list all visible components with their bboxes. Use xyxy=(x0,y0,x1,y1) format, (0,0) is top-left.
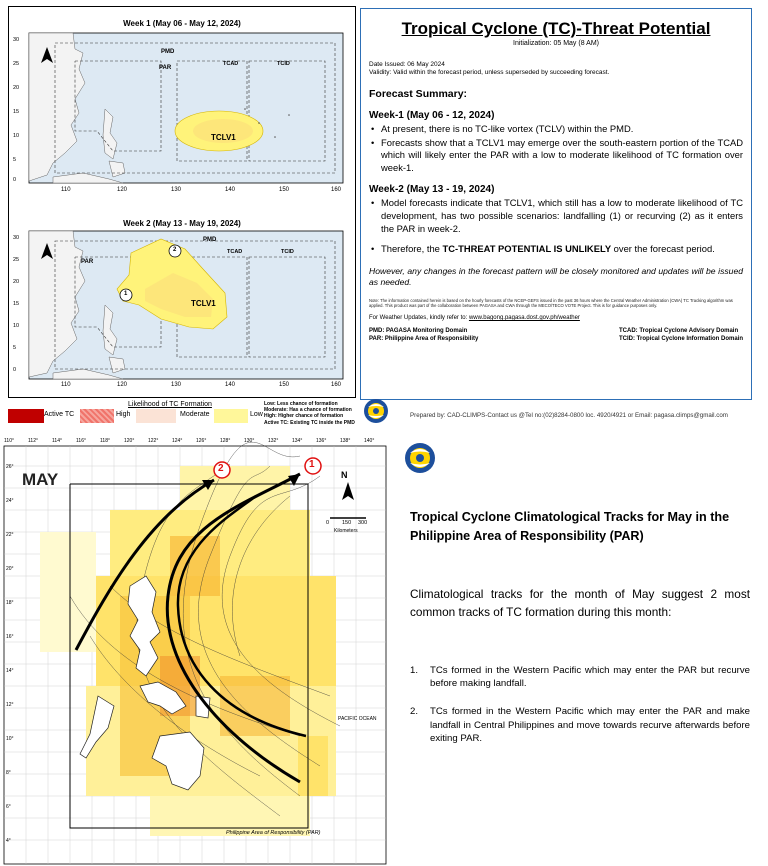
week2-x-tick: 160 xyxy=(331,382,342,388)
clim-y-tick: 22° xyxy=(6,532,14,538)
week2-x-tick: 120 xyxy=(117,382,128,388)
clim-x-tick: 128° xyxy=(220,438,231,444)
forecast-summary-heading: Forecast Summary: xyxy=(369,88,468,100)
therefore-bold: TC-THREAT POTENTIAL IS UNLIKELY xyxy=(442,243,612,255)
weather-link[interactable]: www.bagong.pagasa.dost.gov.ph/weather xyxy=(468,314,580,321)
clim-intro: Climatological tracks for the month of May suggest 2 most common tracks of TC formation during this month: xyxy=(410,587,750,619)
clim-title: Tropical Cyclone Climatological Tracks for May in the Philippine Area of Responsibility (PAR) xyxy=(410,510,730,543)
pagasa-logo xyxy=(362,398,390,424)
clim-par-label: Philippine Area of Responsibility (PAR) xyxy=(226,830,321,836)
clim-north-label: N xyxy=(341,470,348,480)
clim-x-axis-top xyxy=(4,438,386,446)
prepared-by: Prepared by: CAD-CLIMPS-Contact us @Tel no:(02)8284-0800 loc. 4920/4921 or Email: pagasa.climps@gmail.com xyxy=(410,412,728,419)
week1-bullet: • Forecasts show that a TCLV1 may emerge over the south-eastern portion of the TCAD which will likely enter the PAR with a low to moderate likelihood of TC formation over week-1. xyxy=(369,137,743,175)
week1-x-tick: 130 xyxy=(171,187,182,193)
week2-y-tick: 15 xyxy=(13,301,20,307)
week1-y-tick: 15 xyxy=(13,109,20,115)
clim-x-tick: 120° xyxy=(124,438,135,444)
week1-tcid-label: TCID xyxy=(277,61,290,67)
legend-desc-high: High: Higher chance of formation xyxy=(264,413,344,420)
week2-y-tick: 25 xyxy=(13,257,20,263)
clim-x-tick: 126° xyxy=(196,438,207,444)
week2-y-tick: 30 xyxy=(13,235,20,241)
clim-x-tick: 116° xyxy=(76,438,86,444)
week2-x-axis xyxy=(13,382,351,392)
week1-y-tick: 10 xyxy=(13,133,20,139)
week2-y-tick: 20 xyxy=(13,279,20,285)
climatological-map-graphic xyxy=(0,436,392,866)
week1-y-axis xyxy=(13,37,27,187)
clim-track-list xyxy=(410,664,750,760)
validity: Validity: Valid within the forecast period, unless superseded by succeeding forecast. xyxy=(369,69,610,76)
week2-x-tick: 150 xyxy=(279,382,290,388)
week2-map-title: Week 2 (May 13 - May 19, 2024) xyxy=(123,219,241,228)
legend-low-label: Low xyxy=(250,411,263,418)
climatological-map xyxy=(0,436,392,866)
week1-map xyxy=(13,13,351,201)
legend-desc-low: Low: Less chance of formation xyxy=(264,401,338,407)
clim-x-tick: 132° xyxy=(268,438,279,444)
week2-scenario-1-label: 1 xyxy=(124,291,128,297)
legend-high-label: High xyxy=(116,411,131,418)
clim-y-tick: 8° xyxy=(6,770,11,776)
legend-title: Likelihood of TC Formation xyxy=(128,401,212,408)
clim-y-tick: 20° xyxy=(6,566,14,572)
therefore-pre: Therefore, the xyxy=(381,243,443,255)
week1-tclv1-label: TCLV1 xyxy=(211,133,236,142)
clim-x-tick: 140° xyxy=(364,438,375,444)
week2-list xyxy=(369,197,743,235)
week1-par-label: PAR xyxy=(159,65,172,71)
therefore-post: over the forecast period. xyxy=(611,243,715,255)
date-issued: Date Issued: 06 May 2024 xyxy=(369,61,445,68)
clim-scale-0: 0 xyxy=(326,520,330,526)
legend-moderate-label: Moderate xyxy=(180,411,210,418)
clim-x-tick: 110° xyxy=(4,438,14,444)
clim-ocean-label: PACIFIC OCEAN xyxy=(338,716,377,722)
tc-initialization: Initialization: 05 May (8 AM) xyxy=(513,40,599,47)
clim-y-tick: 4° xyxy=(6,838,11,844)
week1-x-tick: 160 xyxy=(331,187,342,193)
clim-item-text: TCs formed in the Western Pacific which may enter the PAR and make landfall in Central Philippines and move towards recurve afterwards before exiting PAR. xyxy=(430,706,750,744)
week2-y-tick: 10 xyxy=(13,323,20,329)
week1-tcad-label: TCAD xyxy=(223,61,239,67)
clim-x-tick: 130° xyxy=(244,438,255,444)
pagasa-logo-large xyxy=(403,442,437,474)
forecast-maps-panel xyxy=(8,6,356,398)
domain-definitions xyxy=(369,327,743,343)
however-note: However, any changes in the forecast pattern will be closely monitored and updates will be issued as needed. xyxy=(369,265,743,287)
legend-high-swatch xyxy=(80,409,114,423)
week2-tclv1-label: TCLV1 xyxy=(191,299,216,308)
clim-track-1-label: 1 xyxy=(309,459,315,470)
week2-heading: Week-2 (May 13 - 19, 2024) xyxy=(369,184,495,196)
clim-month-label: MAY xyxy=(22,470,59,489)
clim-scale-unit: Kilometers xyxy=(334,528,358,534)
clim-x-tick: 118° xyxy=(100,438,110,444)
clim-track-2-label: 2 xyxy=(218,463,224,474)
week2-par-label: PAR xyxy=(81,259,94,265)
legend-low-swatch xyxy=(214,409,248,423)
tcid-definition: TCID: Tropical Cyclone Information Domain xyxy=(618,335,743,342)
week1-y-tick: 0 xyxy=(13,177,17,183)
clim-scale-150: 150 xyxy=(342,520,352,526)
therefore-bullet xyxy=(369,243,743,256)
clim-y-tick: 14° xyxy=(6,668,14,674)
week2-scenario-2-label: 2 xyxy=(173,247,177,253)
clim-y-tick: 24° xyxy=(6,498,14,504)
week2-x-tick: 140 xyxy=(225,382,236,388)
clim-item-number: 2. xyxy=(410,706,419,718)
week1-y-tick: 5 xyxy=(13,157,17,163)
pmd-definition: PMD: PAGASA Monitoring Domain xyxy=(369,327,468,334)
week1-y-tick: 20 xyxy=(13,85,20,91)
week2-y-tick: 5 xyxy=(13,345,17,351)
clim-y-tick: 18° xyxy=(6,600,14,606)
week2-map-graphic xyxy=(13,209,351,395)
clim-y-tick: 6° xyxy=(6,804,11,810)
clim-x-tick: 134° xyxy=(292,438,303,444)
week2-x-tick: 130 xyxy=(171,382,182,388)
week1-x-tick: 120 xyxy=(117,187,128,193)
week1-map-graphic xyxy=(13,13,351,201)
week1-x-tick: 140 xyxy=(225,187,236,193)
week1-x-axis xyxy=(13,187,351,197)
clim-x-tick: 114° xyxy=(52,438,62,444)
legend-active-swatch xyxy=(8,409,44,423)
clim-x-tick: 122° xyxy=(148,438,159,444)
week2-tcid-label: TCID xyxy=(281,249,294,255)
clim-track-item xyxy=(410,705,750,745)
week1-x-tick: 110 xyxy=(61,187,71,193)
likelihood-legend xyxy=(8,401,356,431)
clim-x-tick: 124° xyxy=(172,438,183,444)
tc-threat-title: Tropical Cyclone (TC)-Threat Potential xyxy=(401,19,711,38)
legend-moderate-swatch xyxy=(136,409,176,423)
legend-desc-moderate: Moderate: Has a chance of formation xyxy=(264,407,352,414)
weather-updates-pre: For Weather Updates, kindly refer to: xyxy=(369,314,469,321)
clim-track-item xyxy=(410,664,750,690)
week1-y-tick: 30 xyxy=(13,37,20,43)
week2-map xyxy=(13,209,351,395)
clim-x-tick: 112° xyxy=(28,438,38,444)
week1-x-tick: 150 xyxy=(279,187,290,193)
disclaimer-note: Note: The information contained herein is based on the hourly forecasts of the NCEP-GEFS issued in the past 36 hours where the Central Weather Administration (CWA) TC Tracking algorithm was applied. This product was part of the collaboration between PAGASA and CWA through the MECO/TECO VOTE Project. This is for guidance purposes only. xyxy=(369,297,733,308)
legend-desc-active: Active TC: Existing TC inside the PMD xyxy=(264,419,355,426)
week1-heading: Week-1 (May 06 - 12, 2024) xyxy=(369,110,495,121)
week2-pmd-label: PMD xyxy=(203,237,217,243)
week2-bullet: • Model forecasts indicate that TCLV1, which still has a low to moderate likelihood of TC development, has two possible scenarios: landfalling (1) or recurving (2) as it enters the PAR in week-2. xyxy=(369,197,743,235)
clim-y-axis-left xyxy=(6,464,16,864)
clim-item-number: 1. xyxy=(410,665,419,676)
clim-y-tick: 16° xyxy=(6,634,14,640)
legend-descriptions xyxy=(264,401,355,426)
week1-list xyxy=(369,123,743,174)
week1-bullet: • At present, there is no TC-like vortex (TCLV) within the PMD. xyxy=(369,123,743,136)
week1-map-title: Week 1 (May 06 - May 12, 2024) xyxy=(123,19,241,28)
clim-y-tick: 10° xyxy=(6,736,14,742)
weather-updates xyxy=(369,315,743,321)
week2-tcad-label: TCAD xyxy=(227,249,243,255)
week1-pmd-label: PMD xyxy=(161,49,175,55)
clim-item-text: TCs formed in the Western Pacific which may enter the PAR but recurve before making landfall. xyxy=(430,665,750,690)
tc-threat-box xyxy=(360,8,752,400)
legend-active-label: Active TC xyxy=(44,411,75,418)
tcad-definition: TCAD: Tropical Cyclone Advisory Domain xyxy=(618,327,739,334)
clim-y-tick: 26° xyxy=(6,464,14,470)
week1-y-tick: 25 xyxy=(13,61,20,67)
clim-x-tick: 136° xyxy=(316,438,327,444)
clim-x-tick: 138° xyxy=(340,438,351,444)
week2-x-tick: 110 xyxy=(61,382,71,388)
clim-y-tick: 12° xyxy=(6,702,14,708)
par-definition: PAR: Philippine Area of Responsibility xyxy=(369,335,479,342)
clim-scale-300: 300 xyxy=(358,520,368,526)
therefore-list xyxy=(369,243,743,256)
week2-y-tick: 0 xyxy=(13,367,17,373)
week2-y-axis xyxy=(13,235,27,385)
